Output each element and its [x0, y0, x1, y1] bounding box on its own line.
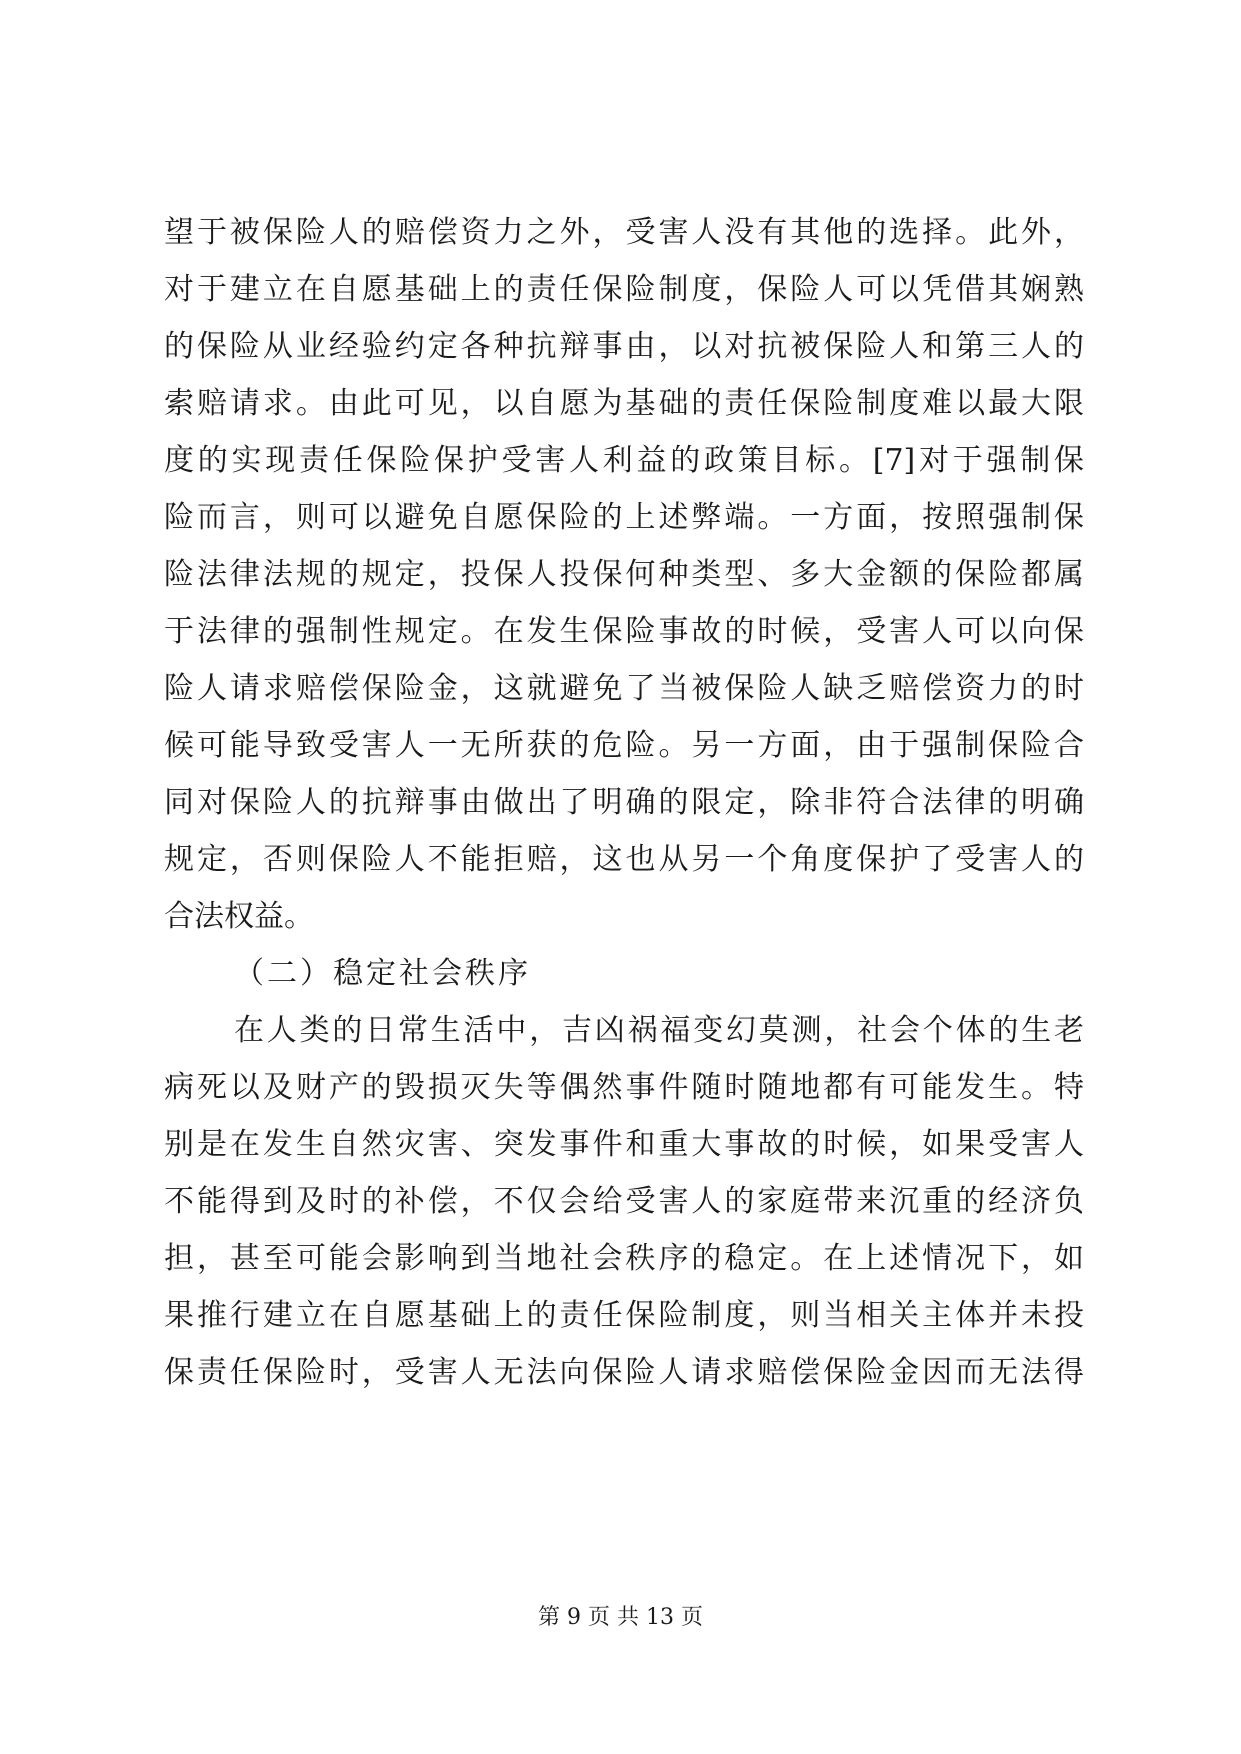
- section-heading: （二）稳定社会秩序: [234, 956, 531, 991]
- body-text-line: 对于建立在自愿基础上的责任保险制度，保险人可以凭借其娴熟: [164, 272, 1084, 307]
- body-text-line: 索赔请求。由此可见，以自愿为基础的责任保险制度难以最大限: [164, 386, 1084, 421]
- body-text-line: 在人类的日常生活中，吉凶祸福变幻莫测，社会个体的生老: [234, 1013, 1084, 1048]
- body-text-line: 度的实现责任保险保护受害人利益的政策目标。[7]对于强制保: [164, 443, 1084, 478]
- body-text-line: 于法律的强制性规定。在发生保险事故的时候，受害人可以向保: [164, 614, 1084, 649]
- body-text-line: 保责任保险时，受害人无法向保险人请求赔偿保险金因而无法得: [164, 1355, 1084, 1390]
- body-text-line: 候可能导致受害人一无所获的危险。另一方面，由于强制保险合: [164, 728, 1084, 763]
- body-text-line: 合法权益。: [164, 899, 314, 934]
- body-text-line: 担，甚至可能会影响到当地社会秩序的稳定。在上述情况下，如: [164, 1241, 1084, 1276]
- body-text-line: 病死以及财产的毁损灭失等偶然事件随时随地都有可能发生。特: [164, 1070, 1084, 1105]
- body-text-line: 别是在发生自然灾害、突发事件和重大事故的时候，如果受害人: [164, 1127, 1084, 1162]
- body-text-line: 规定，否则保险人不能拒赔，这也从另一个角度保护了受害人的: [164, 842, 1084, 877]
- body-text-line: 险法律法规的规定，投保人投保何种类型、多大金额的保险都属: [164, 557, 1084, 592]
- body-text-line: 果推行建立在自愿基础上的责任保险制度，则当相关主体并未投: [164, 1298, 1084, 1333]
- body-text-line: 的保险从业经验约定各种抗辩事由，以对抗被保险人和第三人的: [164, 329, 1084, 364]
- body-text-line: 不能得到及时的补偿，不仅会给受害人的家庭带来沉重的经济负: [164, 1184, 1084, 1219]
- body-text-line: 险而言，则可以避免自愿保险的上述弊端。一方面，按照强制保: [164, 500, 1084, 535]
- body-text-line: 望于被保险人的赔偿资力之外，受害人没有其他的选择。此外，: [164, 215, 1084, 250]
- body-text-line: 同对保险人的抗辩事由做出了明确的限定，除非符合法律的明确: [164, 785, 1084, 820]
- body-text-line: 险人请求赔偿保险金，这就避免了当被保险人缺乏赔偿资力的时: [164, 671, 1084, 706]
- page-footer: 第 9 页 共 13 页: [538, 1605, 703, 1630]
